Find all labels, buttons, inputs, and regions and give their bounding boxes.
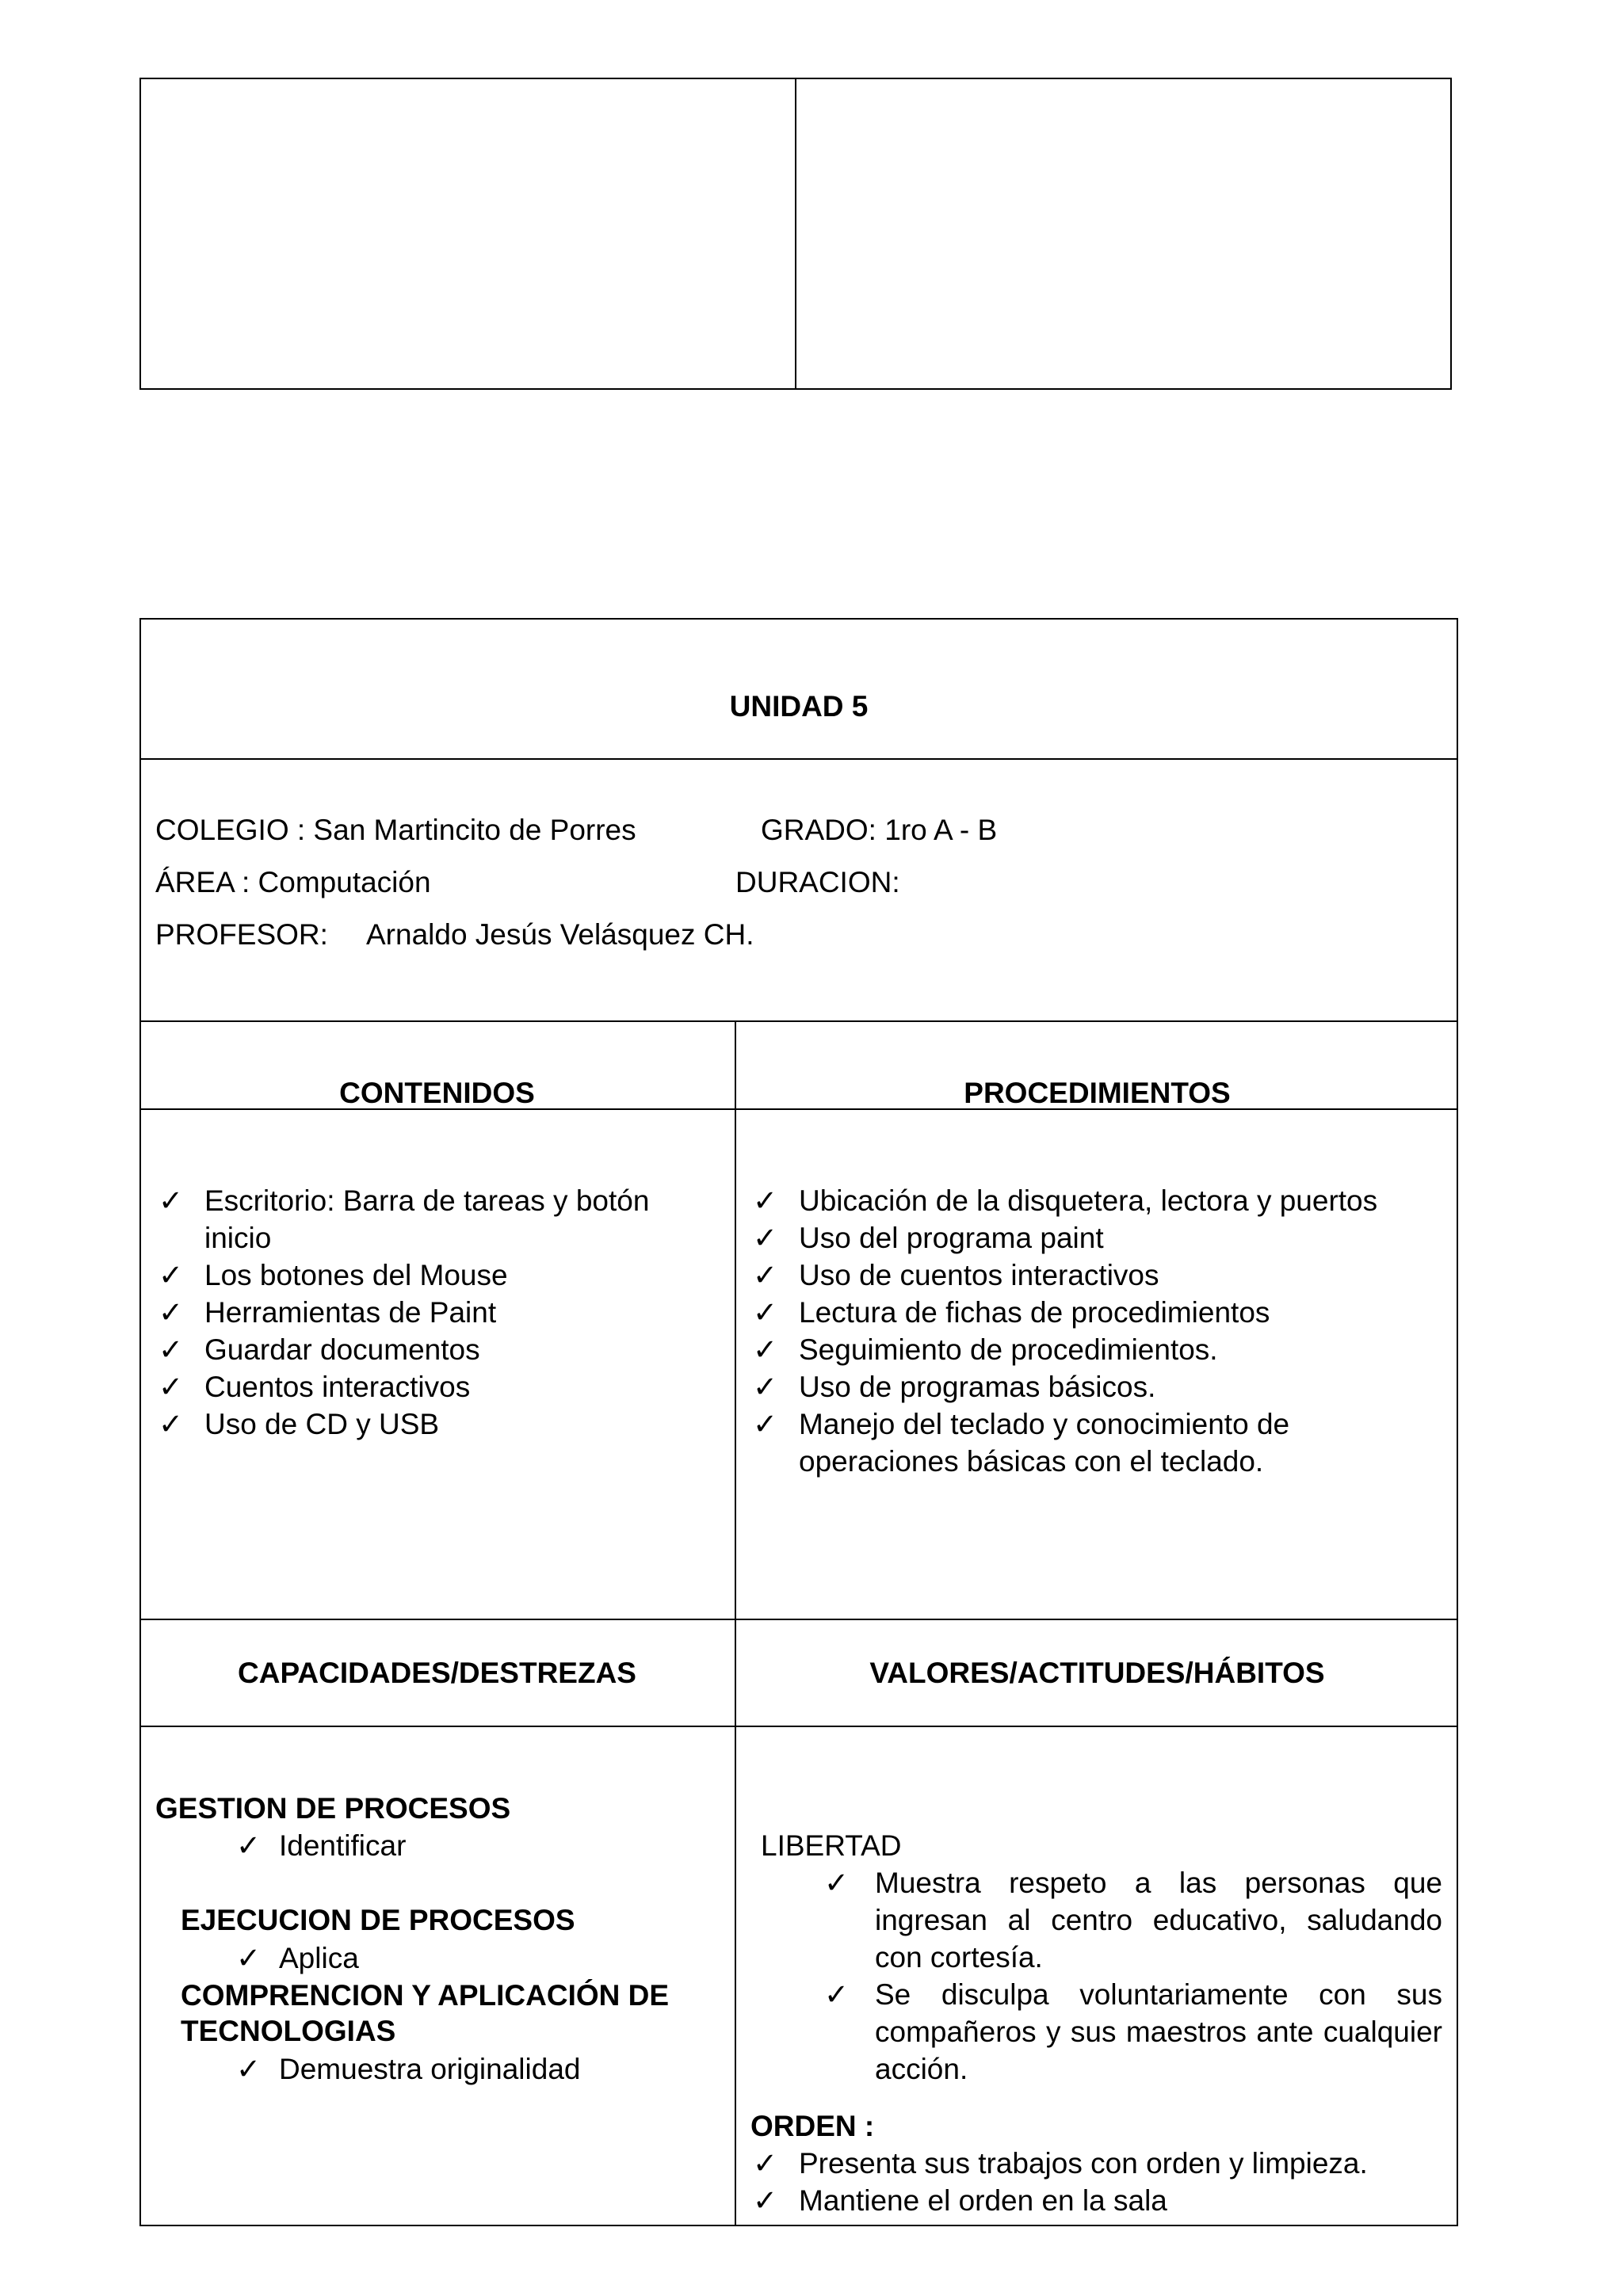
list-item-text: Mantiene el orden en la sala [799, 2184, 1167, 2217]
check-icon: ✓ [158, 1333, 184, 1366]
list-item-text: Los botones del Mouse [204, 1259, 508, 1291]
list-item-text: Guardar documentos [204, 1333, 480, 1366]
list-item [158, 1294, 705, 1331]
ejecucion-title: EJECUCION DE PROCESOS [181, 1904, 575, 1936]
list-item [753, 1294, 1450, 1331]
list-item [753, 1331, 1450, 1368]
check-icon: ✓ [158, 1184, 184, 1217]
header-contenidos: CONTENIDOS [339, 1077, 535, 1109]
list-item [158, 1331, 705, 1368]
check-icon: ✓ [753, 2184, 778, 2217]
profesor-label: PROFESOR: [155, 918, 328, 951]
list-item [753, 2182, 1450, 2219]
row-line-5 [139, 1726, 1458, 1727]
list-item [753, 1219, 1450, 1257]
check-icon: ✓ [824, 1867, 850, 1899]
list-item [824, 1864, 1442, 1976]
comprencion-title-1: COMPRENCION Y APLICACIÓN DE [181, 1979, 670, 2012]
list-item-text: Cuentos interactivos [204, 1371, 471, 1403]
duracion-line: DURACION: [735, 866, 900, 898]
list-item-text: Uso de cuentos interactivos [799, 1259, 1159, 1291]
list-item-text: Lectura de fichas de procedimientos [799, 1296, 1270, 1329]
list-item-text: Ubicación de la disquetera, lectora y puertos [799, 1184, 1378, 1217]
libertad-list [824, 1864, 1442, 2088]
list-item-text: Manejo del teclado y conocimiento de operaciones básicas con el teclado. [799, 1408, 1290, 1478]
list-item [753, 2145, 1450, 2182]
orden-list [753, 2145, 1450, 2219]
header-procedimientos: PROCEDIMIENTOS [964, 1077, 1231, 1109]
check-icon: ✓ [753, 2147, 778, 2180]
check-icon: ✓ [753, 1371, 778, 1403]
list-item [753, 1368, 1450, 1405]
list-item-text: Uso del programa paint [799, 1222, 1104, 1254]
column-line [735, 1020, 736, 2226]
list-item-text: Herramientas de Paint [204, 1296, 497, 1329]
profesor-name: Arnaldo Jesús Velásquez CH. [366, 918, 754, 951]
list-item-text: Presenta sus trabajos con orden y limpieza. [799, 2147, 1368, 2180]
row-line-1 [139, 758, 1458, 760]
check-icon: ✓ [753, 1222, 778, 1254]
check-icon: ✓ [158, 1408, 184, 1440]
check-icon: ✓ [753, 1333, 778, 1366]
comprencion-item: Demuestra originalidad [279, 2053, 581, 2085]
gestion-title: GESTION DE PROCESOS [155, 1792, 511, 1825]
list-item-text: Se disculpa voluntariamente con sus compañeros y sus maestros ante cualquier acción. [875, 1978, 1442, 2085]
row-line-2 [139, 1020, 1458, 1022]
gestion-item: Identificar [279, 1829, 407, 1862]
check-icon: ✓ [158, 1296, 184, 1329]
unit-title: UNIDAD 5 [729, 690, 869, 723]
grado-line: GRADO: 1ro A - B [761, 814, 998, 846]
area-line: ÁREA : Computación [155, 866, 431, 898]
list-item [158, 1405, 705, 1443]
check-icon: ✓ [158, 1371, 184, 1403]
list-item [753, 1182, 1450, 1219]
check-icon: ✓ [158, 1259, 184, 1291]
contenidos-list [158, 1182, 705, 1443]
row-line-4 [139, 1619, 1458, 1620]
list-item [158, 1368, 705, 1405]
gestion-check: ✓ [236, 1829, 262, 1862]
ejecucion-item: Aplica [279, 1942, 359, 1974]
check-icon: ✓ [753, 1184, 778, 1217]
header-valores: VALORES/ACTITUDES/HÁBITOS [869, 1657, 1325, 1689]
list-item [824, 1976, 1442, 2088]
procedimientos-list [753, 1182, 1450, 1480]
orden-title: ORDEN : [750, 2110, 875, 2142]
list-item [158, 1182, 712, 1257]
comprencion-title-2: TECNOLOGIAS [181, 2015, 396, 2047]
header-capacidades: CAPACIDADES/DESTREZAS [238, 1657, 636, 1689]
list-item [753, 1257, 1450, 1294]
list-item-text: Muestra respeto a las personas que ingresan al centro educativo, saludando con cortesía. [875, 1867, 1442, 1974]
list-item [158, 1257, 705, 1294]
ejecucion-check: ✓ [236, 1942, 262, 1974]
list-item-text: Uso de CD y USB [204, 1408, 440, 1440]
list-item [753, 1405, 1369, 1480]
check-icon: ✓ [753, 1408, 778, 1440]
list-item-text: Uso de programas básicos. [799, 1371, 1156, 1403]
check-icon: ✓ [753, 1296, 778, 1329]
comprencion-check: ✓ [236, 2053, 262, 2085]
check-icon: ✓ [753, 1259, 778, 1291]
check-icon: ✓ [824, 1978, 850, 2011]
colegio-line: COLEGIO : San Martincito de Porres [155, 814, 636, 846]
top-table-divider [795, 78, 796, 390]
list-item-text: Seguimiento de procedimientos. [799, 1333, 1218, 1366]
libertad-title: LIBERTAD [761, 1829, 902, 1862]
list-item-text: Escritorio: Barra de tareas y botón inicio [204, 1184, 650, 1254]
